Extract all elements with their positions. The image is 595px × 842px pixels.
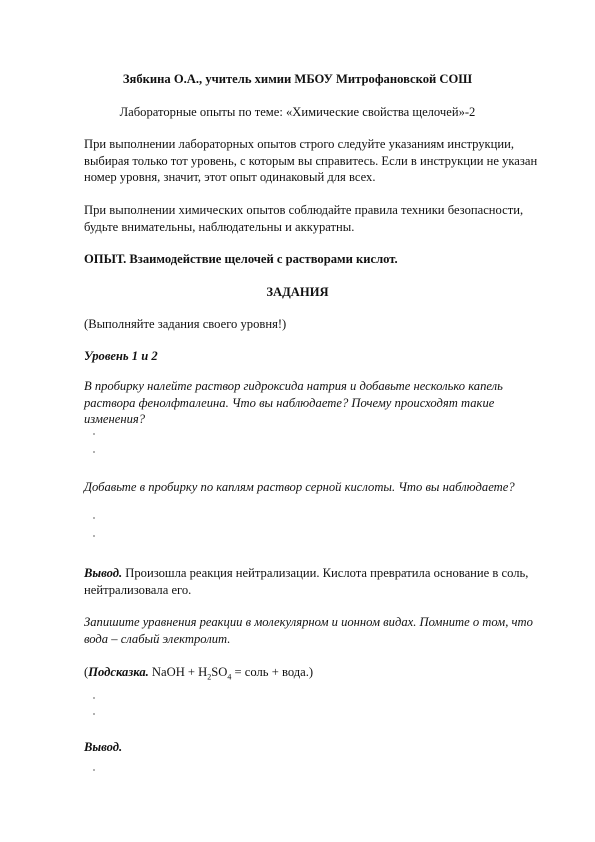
hint-line bbox=[84, 664, 313, 686]
hint-formula-end: = соль + вода.) bbox=[231, 665, 314, 679]
author-line: Зябкина О.А., учитель химии МБОУ Митрофановской СОШ bbox=[122, 72, 473, 86]
conclusion-2-label: Вывод. bbox=[84, 740, 123, 754]
answer-line-marker bbox=[93, 713, 95, 715]
topic-title: Лабораторные опыты по теме: «Химические свойства щелочей»-2 bbox=[119, 105, 476, 119]
conclusion-1 bbox=[84, 565, 554, 598]
intro-paragraph-1: При выполнении лабораторных опытов строго следуйте указаниям инструкции, выбирая только тот уровень, с которым вы справитесь. Если в инструкции не указан номер уровня, значит, этот опыт одинаковый для всех. bbox=[84, 137, 538, 184]
answer-line-marker bbox=[93, 535, 95, 537]
intro-paragraph-2: При выполнении химических опытов соблюдайте правила техники безопасности, будьте внимательны, наблюдательны и аккуратны. bbox=[84, 203, 524, 234]
hint-formula-so: SO bbox=[211, 665, 228, 679]
answer-line-marker bbox=[93, 433, 95, 435]
answer-line-marker bbox=[93, 769, 95, 771]
conclusion-label: Вывод. bbox=[84, 566, 123, 580]
answer-line-marker bbox=[93, 451, 95, 453]
experiment-title: ОПЫТ. Взаимодействие щелочей с растворами кислот. bbox=[84, 252, 398, 266]
hint-subscript-2: 2 bbox=[207, 672, 212, 682]
conclusion-text: Произошла реакция нейтрализации. Кислота превратила основание в соль, нейтрализовала его. bbox=[84, 566, 529, 597]
hint-formula: NaOH + H bbox=[148, 665, 208, 679]
level-heading: Уровень 1 и 2 bbox=[84, 349, 158, 363]
task-question-2: Добавьте в пробирку по каплям раствор серной кислоты. Что вы наблюдаете? bbox=[84, 480, 515, 494]
hint-open-paren: ( bbox=[84, 665, 89, 679]
hint-subscript-4: 4 bbox=[227, 672, 232, 682]
tasks-heading: ЗАДАНИЯ bbox=[266, 285, 329, 299]
answer-line-marker bbox=[93, 697, 95, 699]
task-question-3: Запишите уравнения реакции в молекулярном и ионном видах. Помните о том, что вода – слабый электролит. bbox=[84, 615, 533, 646]
hint-label: Подсказка. bbox=[88, 665, 149, 679]
answer-line-marker bbox=[93, 517, 95, 519]
task-question-1: В пробирку налейте раствор гидроксида натрия и добавьте несколько капель раствора фенолфталеина. Что вы наблюдаете? Почему происходят такие изменения? bbox=[84, 379, 503, 426]
tasks-note: (Выполняйте задания своего уровня!) bbox=[84, 317, 287, 331]
